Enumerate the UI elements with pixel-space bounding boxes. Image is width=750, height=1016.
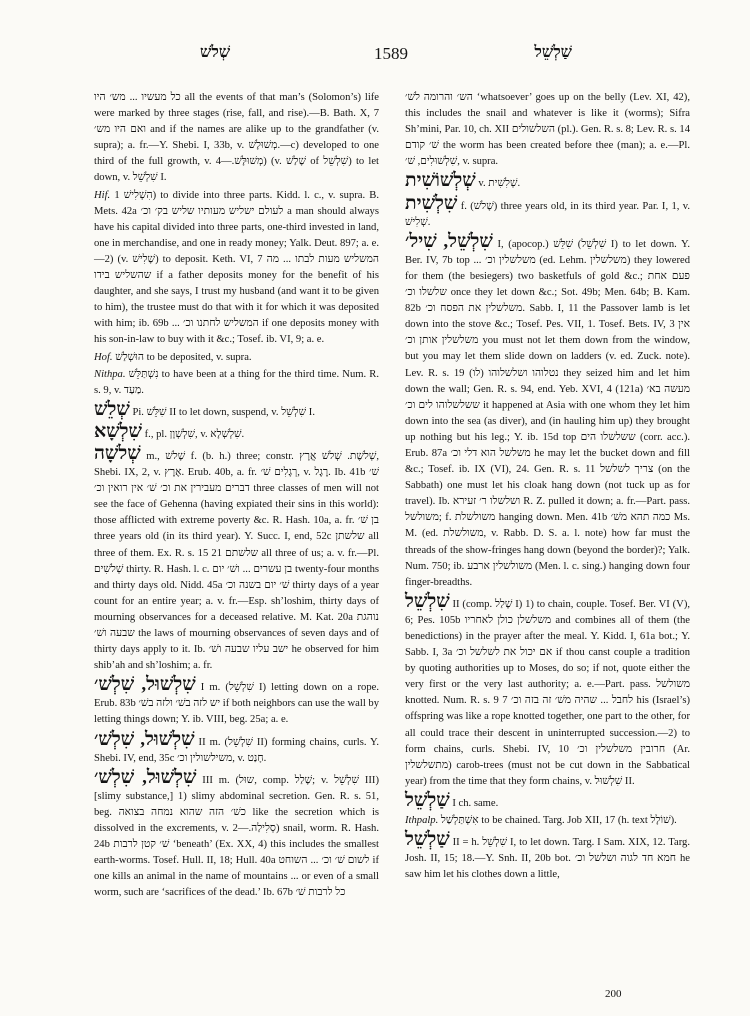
dictionary-entry (94, 768, 379, 902)
entry-headword: שִׁלְשׁוּל, שִׁלְשׁ׳ (94, 766, 197, 788)
entry-text: הש׳ והרומה לשׁ׳ ‘whatsoever’ goes up on the belly (Lev. XI, 42), this includes the snail and whatever is like it (worms); Sifra Sh’mini, Par. 10, ch. XII השלשולים (pl.). Gen. R. s. 8; Lev. R. s. 14 שׁ׳ קודם the worm has been created before thee (man); a. e.—Pl. שִׁלְשׁוּלִים, שׁ׳, v. supra. (405, 92, 691, 168)
entry-stem-label: Hof. (94, 351, 113, 363)
dictionary-entry (94, 400, 379, 421)
entry-stem-label: Nithpa. (94, 368, 126, 380)
dictionary-entry (405, 592, 690, 790)
entry-headword: שַׁלְשֵׁל (405, 789, 450, 811)
dictionary-entry (405, 232, 690, 591)
entry-stem-label: Ithpalp. (405, 815, 439, 827)
entry-text: II (comp. שָׁלַל I) 1) to chain, couple. Tosef. Ber. VI (V), 6; Pes. 105b משלשלן כולן לאחריו and combines all of them (the benedictions) in the prayer after the meal. Y. Kidd. I, 61a bot.; Y. Sabb. I, 3a אם יכול את לשלשל וכ׳ if thou canst couple a tradition by quoting authorities up to Moses, do so; if not, quote either the very first or the very last authority; a. e.—Part. pass. משולשל knotted. Num. R. s. 9 7 לחבל ... שהיה משׁ׳ זה בזה וכ׳ his (Israel’s) offspring was like a rope knotted together, one part to the other, for all could trace their descent in uninterrupted succession.—2) to form chains, curls. Shebi. IV, 10 חרובין משלשלין וכ׳ (Ar. מתשלשלין) carob-trees (must not be cut down in the Sabbatical year) from the time that they form chains, v. שִׁלְשׁוּל II. (405, 598, 691, 787)
dictionary-entry (94, 444, 379, 674)
entry-headword: שִׁלְשׁוּל, שִׁלְשׁ׳ (94, 674, 196, 696)
entry-stem-label: Hif. (94, 189, 111, 201)
dictionary-entry (405, 830, 690, 883)
entry-text: Pi. שִׁלֵּשׁ II to let down, suspend, v. שִׁלְשֵׁל I. (132, 406, 315, 418)
entry-text: אִשְׁתַּלְשַׁל to be chained. Targ. Job XII, 17 (h. text שׁוֹלָל). (440, 815, 677, 827)
dictionary-entry (405, 90, 690, 170)
entry-headword: שְׁלשָׁה (94, 442, 141, 464)
entry-headword: שִׁלְשָׁא (94, 420, 142, 442)
entry-text: נִשְׁתַּלֵּשׁ to have been at a thing for the third time. Num. R. s. 9, v. מַעַד. (94, 368, 379, 396)
entry-text: כל מעשיו ... מש׳ היו all the events of that man’s (Solomon’s) life were marked by three stages (rise, fall, and rise).—B. Bath. X, 7 ואם היו מש׳ and if the names are alike up to the grandfather (v. supra); a. fr.—Y. Shebi. I, 33b, v. מְשׁוּלָשׁ.—c) developed to one third of the full growth, v. מְשׁוּלָּשׁ.—4) (v. שָׁלַשׁ of שִׁלְשֵׁל) to let down, v. שִׁלְשֵׁל I. (94, 92, 379, 184)
dictionary-entry (94, 188, 379, 349)
dictionary-entry (405, 194, 690, 231)
dictionary-entry (94, 90, 379, 187)
entry-text: II m. (שִׁלְשֵׁל II) forming chains, curls. Y. Shebi. IV, end, 35c משילשולין וכ׳, v. חָנַט. (94, 736, 379, 764)
signature-mark: 200 (605, 988, 622, 1000)
dictionary-entry (405, 791, 690, 812)
dictionary-entry (405, 813, 690, 829)
dictionary-entry (94, 350, 379, 366)
entry-headword: שַׁלְשֵׁל (405, 829, 450, 851)
entry-headword: שִׁלְשׁוּל, שִׁלְשׁ׳ (94, 728, 195, 750)
running-header (92, 44, 690, 68)
dictionary-entry (405, 171, 690, 192)
left-column (94, 90, 379, 903)
entry-text: f., pl. שִׁלְשְׁוָן, v. שִׁלְשְׁלָא. (144, 428, 245, 440)
entry-headword: שִׁלְשֵׁל, שִׁיל׳ (405, 230, 493, 252)
dictionary-entry (94, 730, 379, 767)
entry-text: I ch. same. (452, 797, 499, 809)
page-number: 1589 (374, 44, 408, 63)
dictionary-entry (94, 367, 379, 399)
entry-text: הוּשְׁלַשׁ to be deposited, v. supra. (115, 351, 252, 363)
header-left-word: שְׁלֹשׁ (200, 44, 231, 61)
entry-text: v. שְׁלִשִׁית. (478, 178, 521, 190)
entry-text: III m. (שוּל, comp. שָׁלַל; v. שִׁלְשֵׁל III) [slimy substance,] 1) slimy abdominal secretion. Gen. R. s. 51, beg. כשׁ׳ הזה שהוא נמחה בצואה like the secretion which is dissolved in the excrements, v. סְלִילַה.—2) snail, worm. R. Hash. 24b שׁ׳ קטן לרבות ‘beneath’ (Ex. XX, 4) this includes the smallest earth-worms. Tosef. Hull. II, 18; Hull. 40a לשום שׁ׳ וכ׳ ... השוחט if one kills an animal in the name of mountains ... or even of a small worm, such are ‘sacrifices of the dead.’ Ib. 67b כל לרבות שׁ׳ (94, 774, 380, 899)
entry-text: I m. (שִׁלְשֵׁל I) letting down on a rope. Erub. 83b יש לזה בשׁ׳ ולזה בשׁ׳ if both neighbors can use the wall by letting things down; Y. ib. VIII, beg. 25a; a. e. (94, 682, 380, 726)
entry-text: II = h. שִׁלְשֵׁל I, to let down. Targ. I Sam. XIX, 12. Targ. Josh. II, 15; 18.—Y. Snh. II, 20b bot. חמא חד לגוה ושלשל וכ׳ he saw him let his clothes down a little, (405, 837, 690, 881)
entry-headword: שִׁלְשֵׁל (405, 590, 450, 612)
right-column (405, 90, 690, 884)
entry-text: I, (apocop.) שִׁלֵּשׁ (שִׁלְשֵׁל I) to let down. Y. Ber. IV, 7b top ... משלשלין וכ׳ (ed. Lehm. משלשלין) they lowered for them (the besiegers) two basketfuls of gold &c.; פעם אחת שלשלו וכ׳ once they let down &c.; Sot. 49b; Men. 64b; B. Kam. 82b משלשלין את הפסח וכ׳. Sabb. I, 11 the Passover lamb is let down into the stove &c.; Tosef. Pes. VII, 1. Tosef. Bets. IV, 3 אין משלשלין אותן וכ׳ you must not let them down from the window, but you may let them slide down on ladders (v. ed. Zuck. note). Lev. R. s. 19 נטלוהו ושלשלוהו (לו) they seized him and let him down the wall; Gen. R. s. 94, end. Yeb. XVI, 4 (121a) מעשה בא׳ ששלשלוהו לים וכ׳ it happened at Asia with one whom they let him down into the sea (as diver), and (in hauling him up) they brought up nothing but his leg.; Y. ib. 15d top ששלשלו הים (corr. acc.). Erub. 87a משלשל הוא דלי וכ׳ he may let the bucket down and fill &c.; Tosef. ib. IX (VI), 24. Gen. R. s. 11 צריך לשלשל (on the Sabbath) one must let his cloak hang down (not tuck up as for travel). Ib. ושלשלו ר׳ זעירא R. Z. pulled it down; a. fr.—Part. pass. משולשל; f. משולשלת hanging down. Men. 41b כמה תהא משׁ׳ Ms. M. (ed. משולשלת, v. Rabb. D. S. a. l. note) how far must the threads of the show-fringes hang down (beyond the border)?; Yalk. Num. 750; ib. משולשלין ארבע (Men. l. c. sing.) hanging down four finger-breadths. (405, 238, 691, 588)
entry-headword: שִׁלְשִׁית (405, 192, 458, 214)
entry-text: הִשְׁלִישׁ 1) to divide into three parts. Kidd. l. c., v. supra. B. Mets. 42a לעולם ישליש מעותיו שליש בק׳ וכ׳ a man should always have his capital divided into three parts, one-third invested in land, one in merchandise, and one in ready money; Yalk. Deut. 897; a. e.—2) (v. שָׁלִישׁ) to deposit. Keth. VI, 7 המשליש מעות לבתו ... מה שהשליש בידו if a father deposits money for the benefit of his daughter, and she says, I trust my husband (and want it to be given to him), the trustee must do that with it for which it was deposited with him; ib. 69b ... המשליש לחתנו וכ׳ if one deposits money with his son-in-law to buy with it &c.; Tosef. ib. VI, 9; a. e. (94, 189, 379, 346)
entry-text: f. (שָׁלשׁ) three years old, in its third year. Par. I, 1, v. שְׁלִישׁ. (405, 200, 690, 228)
entry-text: m., שָׁלשׁ f. (b. h.) three; constr. שְׁלשֶׁת. שְׁלשׁ אֲרָץ, Shebi. IX, 2, v. אֶרֶץ. Erub. 40b, a. fr. רְגָלִים שׁ׳, v. רֶגֶל. Ib. 41b שׁ׳ דברים מעבירין את וכ׳ שׁ׳ אין רואין וכ׳ three classes of men will not see the face of Gehenna (having expiated their sins in this world): those afflicted with extreme poverty &c. R. Hash. 10a, a. fr. בן שׁ׳ three years old (in its third year). Y. Succ. I, end, 52c שלשתן all three of them. Ex. R. s. 15 21 שלשתם all three of us; a. v. fr.—Pl. שְׁלשִׁים thirty. R. Hash. l. c. בן עשרים ... ושׁ׳ יום twenty-four months and thirty days old. Nidd. 45a שׁ׳ יום בשנה וכ׳ thirty days of a year count for an entire year; a. v. fr.—Esp. sh’loshim, thirty days of mourning observances for a deceased relative. M. Kat. 20a נוהגת שבעה ושׁ׳ the laws of mourning observances of seven days and of thirty days apply to it. Ib. ישב עליו שבעה ושׁ׳ he observed for him shib’ah and sh’loshim; a. fr. (94, 450, 380, 672)
dictionary-entry (94, 675, 379, 728)
entry-headword: שְׁלְשׁוֹשִׁית (405, 170, 476, 192)
dictionary-entry (94, 422, 379, 443)
header-right-word: שַׁלְשֵׁל (534, 44, 572, 61)
entry-headword: שְׁלֵשׁ (94, 398, 130, 420)
